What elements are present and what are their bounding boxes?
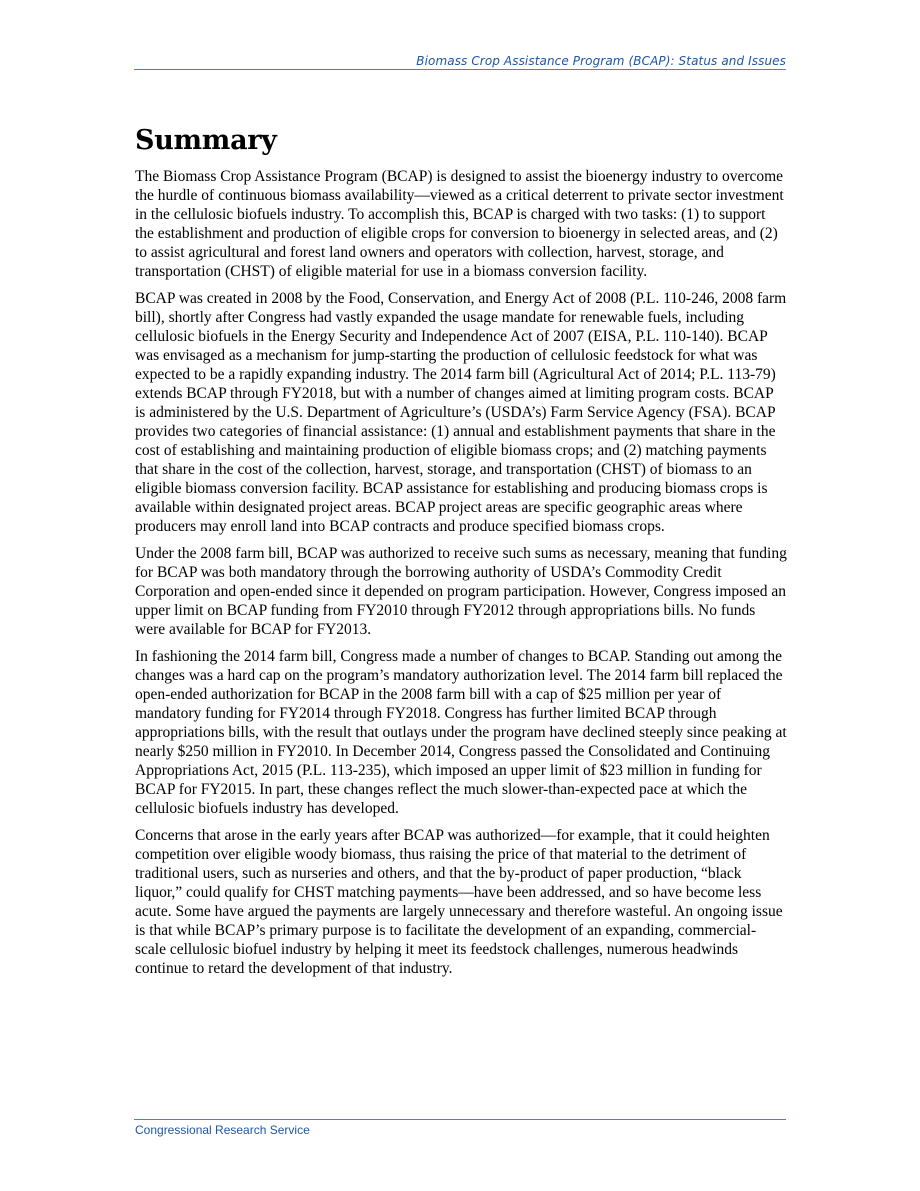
header-divider bbox=[134, 69, 786, 70]
summary-body bbox=[135, 167, 787, 986]
footer-publisher: Congressional Research Service bbox=[135, 1123, 310, 1137]
summary-paragraph-5: Concerns that arose in the early years after BCAP was authorized—for example, that it could heighten competition over eligible woody biomass, thus raising the price of that material to the detriment of traditional users, such as nurseries and others, and that the by-product of paper production, “black liquor,” could qualify for CHST matching payments—have been addressed, and so have become less acute. Some have argued the payments are largely unnecessary and therefore wasteful. An ongoing issue is that while BCAP’s primary purpose is to facilitate the development of an expanding, commercial-scale cellulosic biofuel industry by helping it meet its feedstock challenges, numerous headwinds continue to retard the development of that industry. bbox=[135, 827, 783, 977]
running-header-title: Biomass Crop Assistance Program (BCAP): Status and Issues bbox=[416, 54, 786, 68]
summary-paragraph-3: Under the 2008 farm bill, BCAP was authorized to receive such sums as necessary, meaning that funding for BCAP was both mandatory through the borrowing authority of USDA’s Commodity Credit Corporation and open-ended since it depended on program participation. However, Congress imposed an upper limit on BCAP funding from FY2010 through FY2012 through appropriations bills. No funds were available for BCAP for FY2013. bbox=[135, 545, 787, 638]
summary-paragraph-2: BCAP was created in 2008 by the Food, Conservation, and Energy Act of 2008 (P.L. 110-246, 2008 farm bill), shortly after Congress had vastly expanded the usage mandate for renewable fuels, including cellulosic biofuels in the Energy Security and Independence Act of 2007 (EISA, P.L. 110-140). BCAP was envisaged as a mechanism for jump-starting the production of cellulosic feedstock for what was expected to be a rapidly expanding industry. The 2014 farm bill (Agricultural Act of 2014; P.L. 113-79) extends BCAP through FY2018, but with a number of changes aimed at limiting program costs. BCAP is administered by the U.S. Department of Agriculture’s (USDA’s) Farm Service Agency (FSA). BCAP provides two categories of financial assistance: (1) annual and establishment payments that share in the cost of establishing and maintaining production of eligible biomass crops; and (2) matching payments that share in the cost of the collection, harvest, storage, and transportation (CHST) of biomass to an eligible biomass conversion facility. BCAP assistance for establishing and producing biomass crops is available within designated project areas. BCAP project areas are specific geographic areas where producers may enroll land into BCAP contracts and produce specified biomass crops. bbox=[135, 290, 787, 535]
footer-divider bbox=[134, 1119, 786, 1120]
summary-paragraph-4: In fashioning the 2014 farm bill, Congress made a number of changes to BCAP. Standing out among the changes was a hard cap on the program’s mandatory authorization level. The 2014 farm bill replaced the open-ended authorization for BCAP in the 2008 farm bill with a cap of $25 million per year of mandatory funding for FY2014 through FY2018. Congress has further limited BCAP through appropriations bills, with the result that outlays under the program have declined steeply since peaking at nearly $250 million in FY2010. In December 2014, Congress passed the Consolidated and Continuing Appropriations Act, 2015 (P.L. 113-235), which imposed an upper limit of $23 million in funding for BCAP for FY2015. In part, these changes reflect the much slower-than-expected pace at which the cellulosic biofuels industry has developed. bbox=[135, 648, 787, 817]
summary-paragraph-1: The Biomass Crop Assistance Program (BCAP) is designed to assist the bioenergy industry to overcome the hurdle of continuous biomass availability—viewed as a critical deterrent to private sector investment in the cellulosic biofuels industry. To accomplish this, BCAP is charged with two tasks: (1) to support the establishment and production of eligible crops for conversion to bioenergy in selected areas, and (2) to assist agricultural and forest land owners and operators with collection, harvest, storage, and transportation (CHST) of eligible material for use in a biomass conversion facility. bbox=[135, 168, 784, 280]
page-title: Summary bbox=[135, 125, 277, 156]
